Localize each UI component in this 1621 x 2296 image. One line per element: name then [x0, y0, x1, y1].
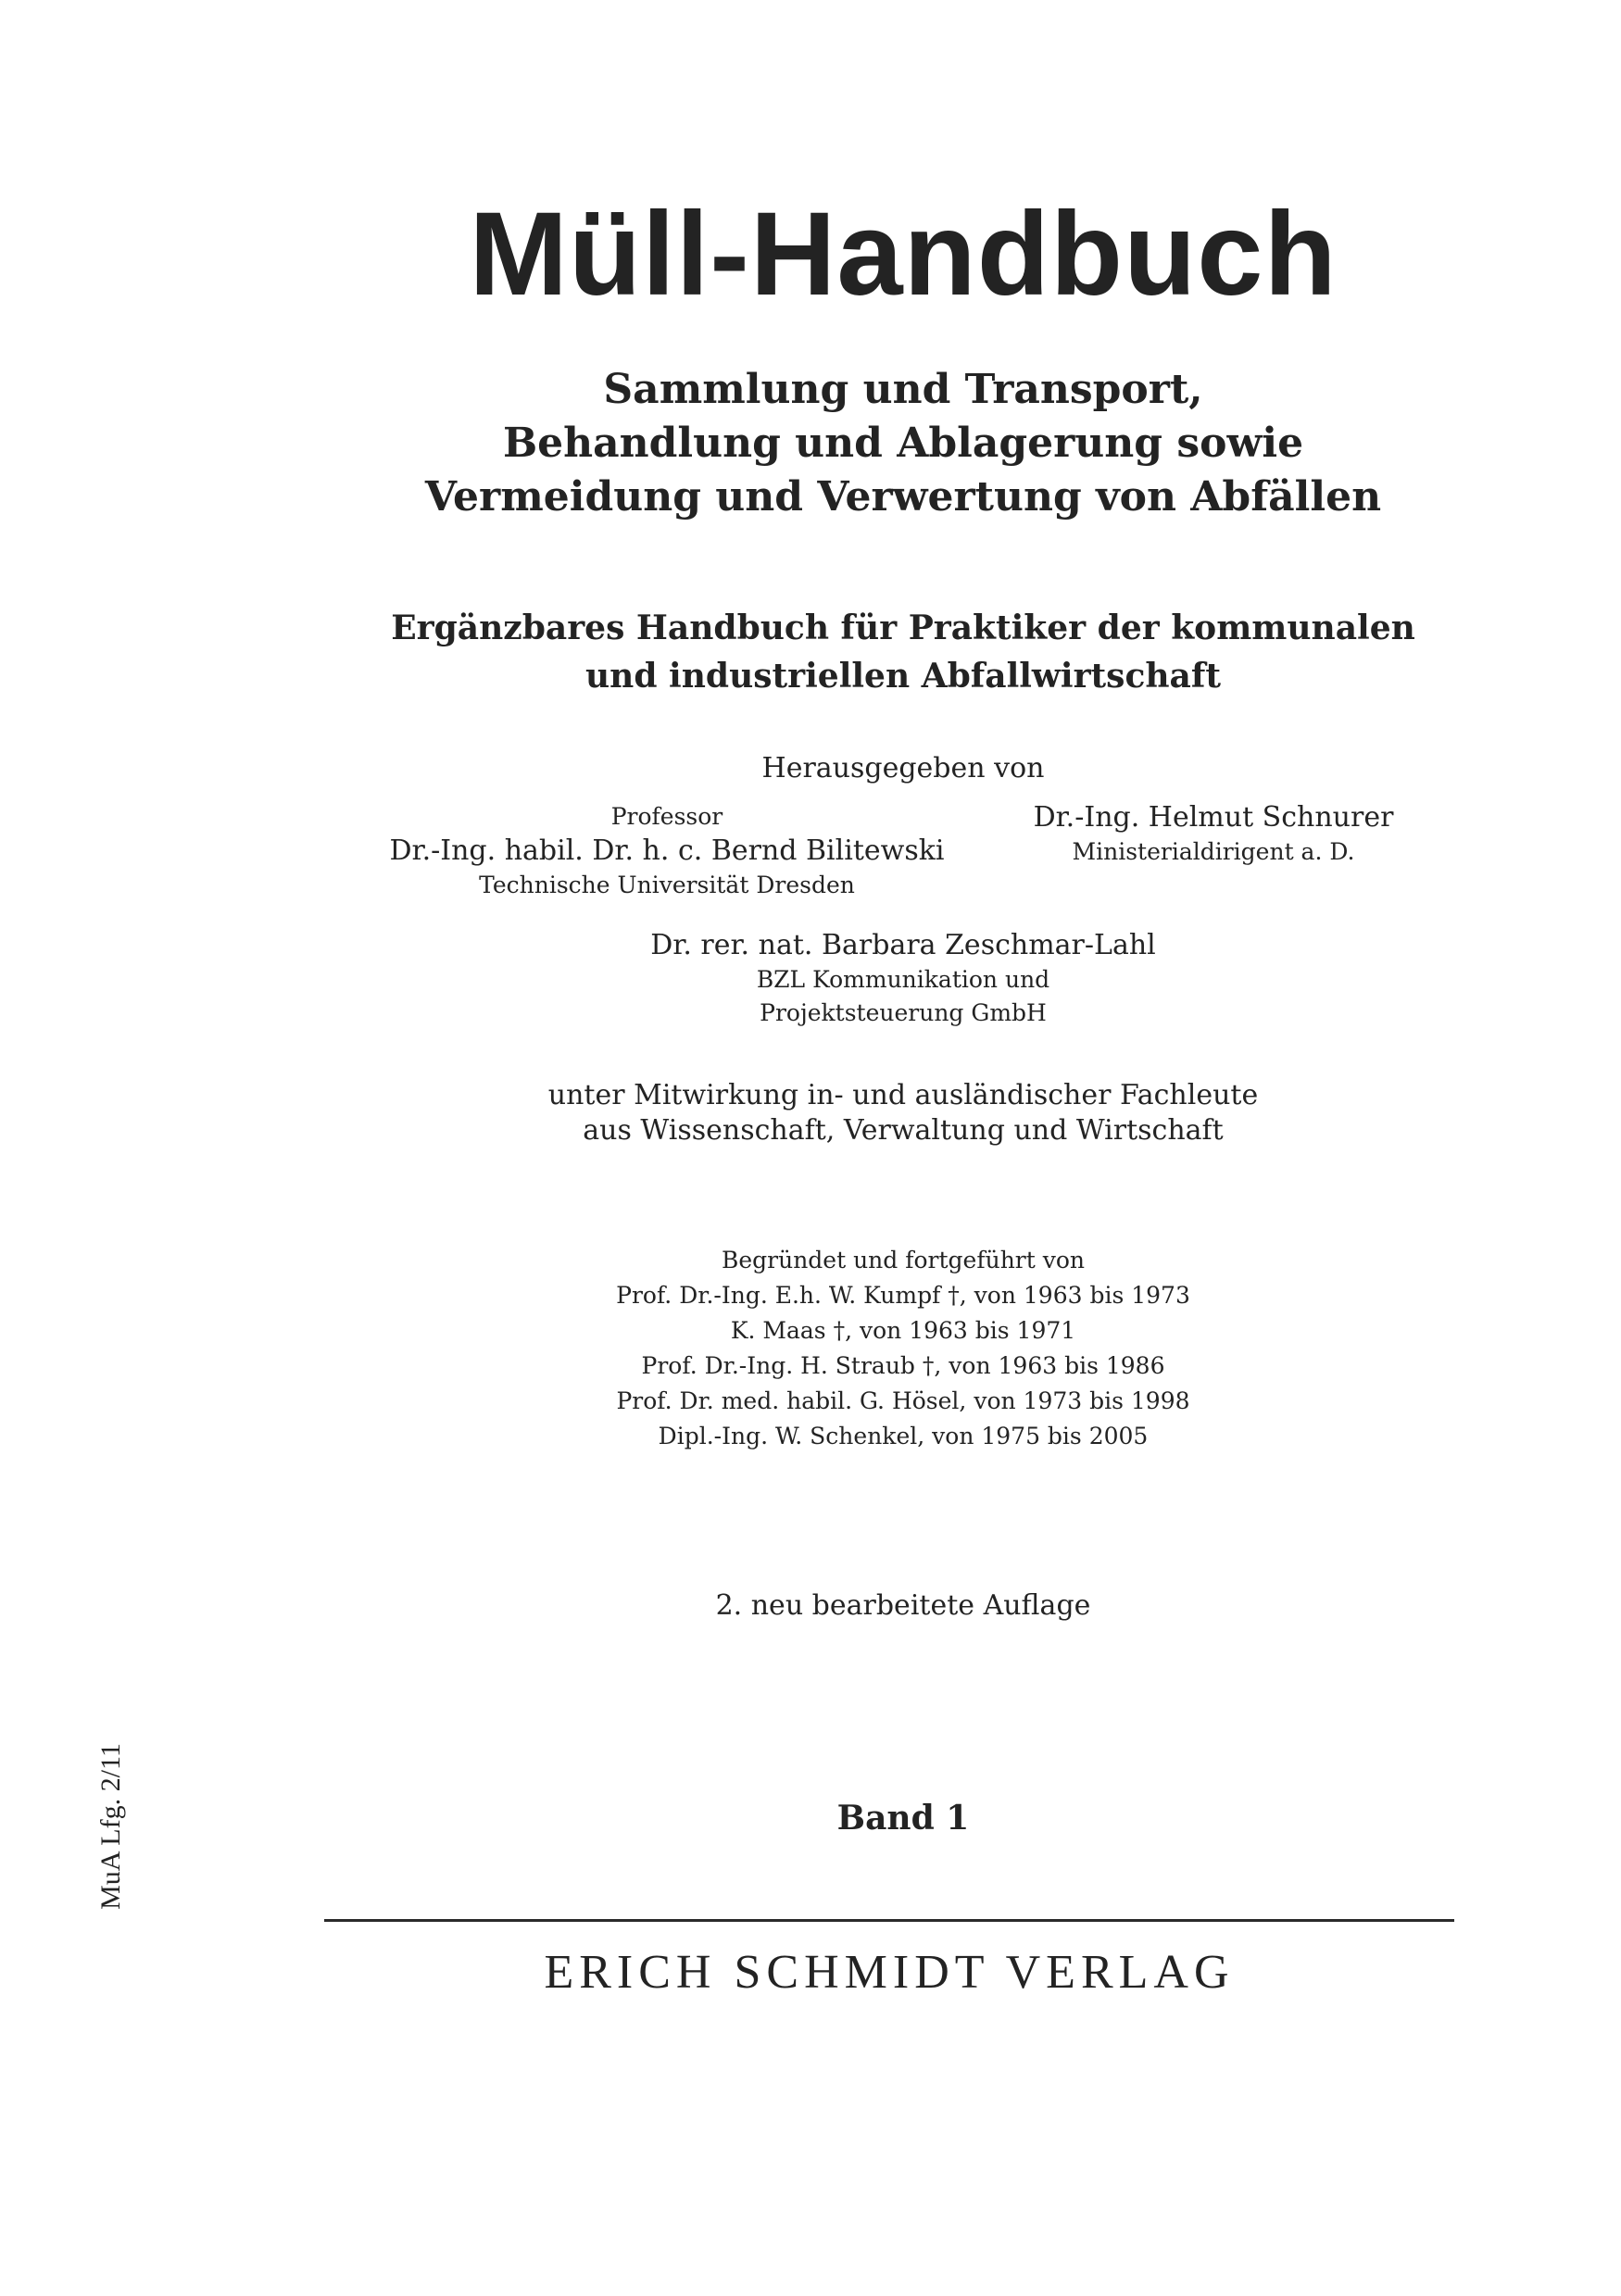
collaboration-line: unter Mitwirkung in- und ausländischer Fachleute: [547, 1079, 1259, 1111]
founder-entry: Prof. Dr.-Ing. H. Straub †, von 1963 bis 1986: [641, 1352, 1165, 1379]
editor-schnurer: [963, 800, 1464, 869]
founders-heading: Begründet und fortgeführt von: [721, 1247, 1086, 1273]
subtitle-line: Vermeidung und Verwertung von Abfällen: [424, 473, 1382, 521]
editor-affiliation: Ministerialdirigent a. D.: [1072, 838, 1355, 865]
side-note: MuA Lfg. 2/11: [95, 1743, 126, 1910]
description: [324, 604, 1482, 700]
volume: Band 1: [836, 1799, 970, 1838]
editor-name: Dr. rer. nat. Barbara Zeschmar-Lahl: [650, 929, 1156, 961]
edited-by-label: Herausgegeben von: [761, 752, 1045, 784]
collaboration-note: [324, 1078, 1482, 1148]
description-line: und industriellen Abfallwirtschaft: [585, 657, 1221, 696]
founder-entry: Dipl.-Ing. W. Schenkel, von 1975 bis 2005: [658, 1423, 1149, 1449]
editor-zeschmar-lahl: [324, 928, 1482, 1030]
collaboration-line: aus Wissenschaft, Verwaltung und Wirtschaft: [583, 1114, 1224, 1147]
editor-bilitewski: [278, 800, 1056, 902]
founder-entry: K. Maas †, von 1963 bis 1971: [730, 1317, 1076, 1344]
editor-affiliation: Projektsteuerung GmbH: [760, 999, 1047, 1026]
editor-affiliation: BZL Kommunikation und: [756, 966, 1050, 993]
book-title: Müll-Handbuch: [469, 188, 1338, 320]
editor-title: Professor: [610, 803, 723, 830]
founder-entry: Prof. Dr.-Ing. E.h. W. Kumpf †, von 1963 bis 1973: [616, 1282, 1190, 1309]
founders-block: [324, 1243, 1482, 1454]
edition: 2. neu bearbeitete Auflage: [715, 1589, 1091, 1622]
subtitle-line: Behandlung und Ablagerung sowie: [502, 420, 1304, 467]
publisher: ERICH SCHMIDT VERLAG: [544, 1946, 1235, 1999]
founder-entry: Prof. Dr. med. habil. G. Hösel, von 1973 bis 1998: [616, 1387, 1190, 1414]
editor-affiliation: Technische Universität Dresden: [479, 872, 855, 898]
editor-name: Dr.-Ing. habil. Dr. h. c. Bernd Bilitewski: [389, 834, 945, 867]
subtitle: [324, 363, 1482, 524]
subtitle-line: Sammlung und Transport,: [603, 366, 1203, 413]
editor-name: Dr.-Ing. Helmut Schnurer: [1033, 801, 1394, 834]
description-line: Ergänzbares Handbuch für Praktiker der kommunalen: [391, 609, 1415, 647]
divider-rule: [324, 1919, 1454, 1922]
